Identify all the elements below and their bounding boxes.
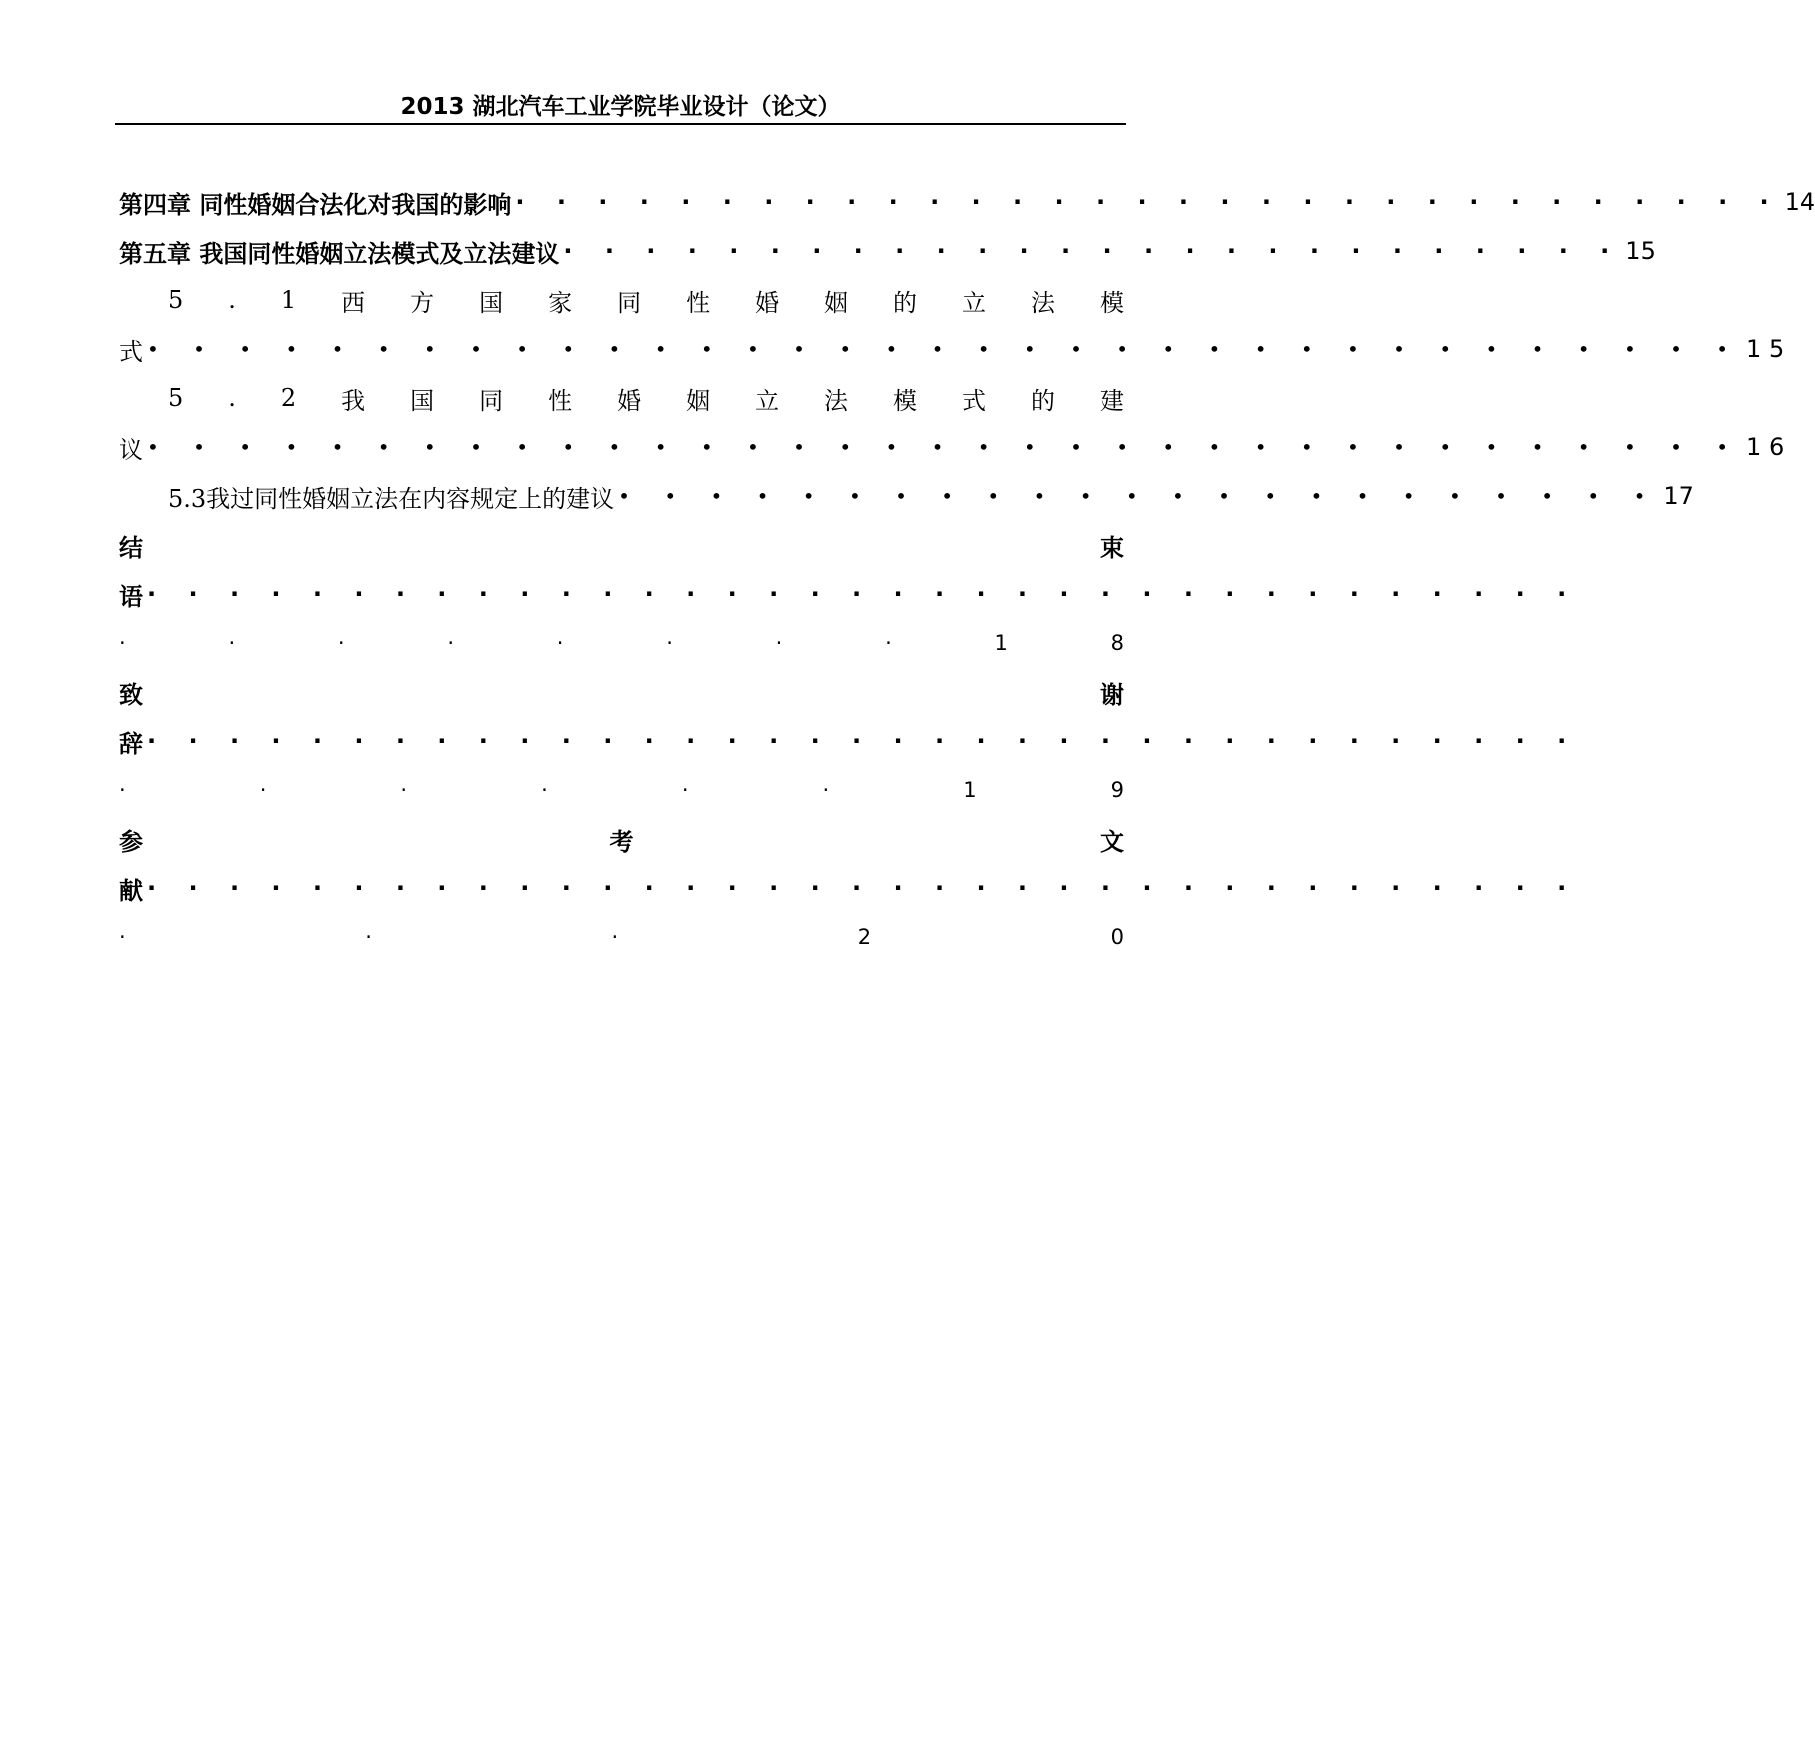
toc-char: . xyxy=(228,286,236,314)
toc-char: 1 xyxy=(280,286,297,314)
toc-char: 性 xyxy=(548,386,573,415)
toc-char: 结 xyxy=(119,533,143,562)
toc-leader: · · · · · · · · · · · · · · · · · · · · · · · · · · · · · · · xyxy=(515,188,1781,216)
toc-page-digit: 0 xyxy=(1110,925,1124,949)
toc-entry-references-line2[interactable] xyxy=(119,872,1579,905)
toc-char: 建 xyxy=(1099,386,1124,415)
toc-char: · xyxy=(119,778,126,802)
toc-char: 束 xyxy=(1100,533,1124,562)
toc-char: · xyxy=(228,631,236,655)
toc-title: 议 xyxy=(119,435,143,464)
toc-entry-5-1-line1[interactable] xyxy=(168,284,1124,316)
toc-entry-5-2-line2[interactable] xyxy=(119,431,1785,464)
toc-page-digit: 8 xyxy=(1110,631,1124,655)
toc-title: 语 xyxy=(119,582,143,611)
toc-leader: • • • • • • • • • • • • • • • • • • • • • • • • • • • • • • • • • • • xyxy=(147,435,1743,459)
header-rule xyxy=(115,123,1126,125)
page-header: 2013 湖北汽车工业学院毕业设计（论文） xyxy=(400,94,841,120)
toc-page-digit: 9 xyxy=(1110,778,1124,802)
toc-entry-conclusion-line3[interactable] xyxy=(119,627,1124,659)
toc-char: · xyxy=(681,778,689,802)
toc-char: 模 xyxy=(893,386,918,415)
toc-page-number: 1 6 xyxy=(1746,433,1785,461)
toc-page-digit: 1 xyxy=(994,631,1008,655)
toc-entry-thanks-line1[interactable] xyxy=(119,676,1124,708)
toc-entry-thanks-line2[interactable] xyxy=(119,725,1579,758)
toc-char: · xyxy=(822,778,830,802)
toc-char: · xyxy=(259,778,267,802)
toc-entry-5-1-line2[interactable] xyxy=(119,333,1785,366)
toc-char: · xyxy=(365,925,372,949)
toc-char: 方 xyxy=(410,288,435,317)
toc-char: · xyxy=(447,631,454,655)
toc-char: · xyxy=(119,925,126,949)
toc-leader: • • • • • • • • • • • • • • • • • • • • • • • xyxy=(618,484,1660,508)
toc-entry-chapter-4[interactable] xyxy=(119,186,1815,219)
toc-char: 考 xyxy=(609,827,634,856)
toc-char: · xyxy=(885,631,892,655)
toc-entry-conclusion-line1[interactable] xyxy=(119,529,1124,561)
toc-char: 法 xyxy=(1031,288,1055,317)
toc-char: · xyxy=(666,631,673,655)
toc-title: 5.3我过同性婚姻立法在内容规定上的建议 xyxy=(168,484,615,513)
toc-char: 的 xyxy=(893,288,918,317)
toc-char: · xyxy=(775,631,783,655)
toc-entry-chapter-5[interactable] xyxy=(119,235,1656,268)
toc-entry-references-line3[interactable] xyxy=(119,921,1124,953)
toc-char: · xyxy=(119,631,126,655)
toc-title: 式 xyxy=(119,337,143,366)
toc-leader: • • • • • • • • • • • • • • • • • • • • • • • • • • • • • • • • • • • xyxy=(147,337,1743,361)
toc-char: . xyxy=(228,384,236,412)
toc-char: 国 xyxy=(410,386,435,415)
toc-entry-references-line1[interactable] xyxy=(119,823,1124,855)
toc-char: · xyxy=(611,925,619,949)
toc-char: 2 xyxy=(280,384,297,412)
toc-leader: · · · · · · · · · · · · · · · · · · · · · · · · · · · · · · · · · · · xyxy=(147,874,1579,902)
toc-char: 式 xyxy=(962,386,987,415)
toc-leader: · · · · · · · · · · · · · · · · · · · · · · · · · · · · · · · · · · · xyxy=(147,580,1579,608)
toc-char: 5 xyxy=(168,286,184,314)
toc-char: · xyxy=(541,778,548,802)
toc-char: · xyxy=(556,631,564,655)
toc-entry-5-3[interactable] xyxy=(168,480,1694,513)
toc-title: 辞 xyxy=(119,729,143,758)
toc-char: 我 xyxy=(341,386,366,415)
toc-page-number: 1 5 xyxy=(1746,335,1785,363)
toc-char: 西 xyxy=(341,288,366,317)
toc-leader: · · · · · · · · · · · · · · · · · · · · · · · · · · xyxy=(563,237,1622,265)
toc-page-digit: 2 xyxy=(857,925,872,949)
toc-char: · xyxy=(337,631,345,655)
toc-char: 致 xyxy=(119,680,143,709)
toc-char: 婚 xyxy=(617,386,642,415)
toc-entry-5-2-line1[interactable] xyxy=(168,382,1124,414)
toc-char: 参 xyxy=(119,827,143,856)
toc-char: 性 xyxy=(686,288,711,317)
toc-char: 谢 xyxy=(1100,680,1124,709)
toc-entry-thanks-line3[interactable] xyxy=(119,774,1124,806)
toc-char: 立 xyxy=(755,386,780,415)
toc-char: 同 xyxy=(617,288,642,317)
toc-char: 婚 xyxy=(755,288,780,317)
toc-char: · xyxy=(400,778,408,802)
toc-char: 法 xyxy=(824,386,849,415)
toc-char: 国 xyxy=(479,288,504,317)
toc-page-number: 17 xyxy=(1663,482,1694,510)
toc-title: 第五章 我国同性婚姻立法模式及立法建议 xyxy=(119,239,560,268)
toc-char: 模 xyxy=(1099,288,1124,317)
toc-leader: · · · · · · · · · · · · · · · · · · · · · · · · · · · · · · · · · · · xyxy=(147,727,1579,755)
toc-title: 第四章 同性婚姻合法化对我国的影响 xyxy=(119,190,512,219)
toc-title: 献 xyxy=(119,876,143,905)
toc-char: 家 xyxy=(548,288,573,317)
toc-char: 文 xyxy=(1100,827,1124,856)
toc-char: 同 xyxy=(479,386,504,415)
toc-char: 姻 xyxy=(686,386,711,415)
toc-page-number: 14 xyxy=(1784,188,1815,216)
toc-char: 5 xyxy=(168,384,184,412)
toc-page-number: 15 xyxy=(1625,237,1656,265)
toc-char: 姻 xyxy=(824,288,849,317)
toc-entry-conclusion-line2[interactable] xyxy=(119,578,1579,611)
toc-page-digit: 1 xyxy=(963,778,977,802)
toc-char: 立 xyxy=(962,288,987,317)
toc-char: 的 xyxy=(1031,386,1055,415)
